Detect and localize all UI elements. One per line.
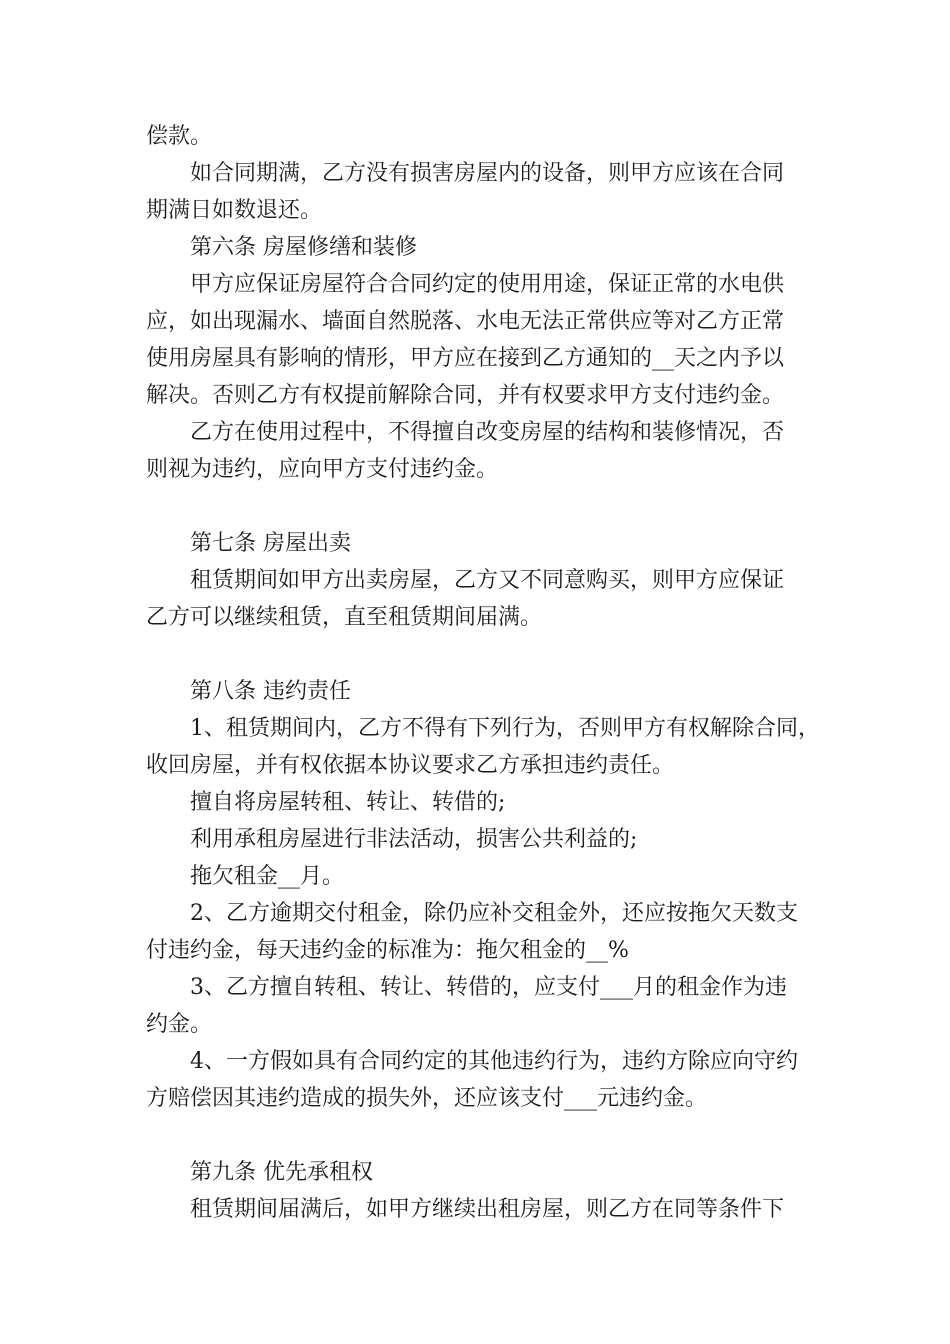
text-line: 应，如出现漏水、墙面自然脱落、水电无法正常供应等对乙方正常 xyxy=(146,309,785,334)
paragraph-gap xyxy=(146,1117,826,1154)
paragraph-gap xyxy=(146,488,826,525)
text-line: 利用承租房屋进行非法活动，损害公共利益的; xyxy=(190,827,638,852)
text-line: 租赁期间如甲方出卖房屋，乙方又不同意购买，则甲方应保证 xyxy=(190,568,785,593)
text-line: 解决。否则乙方有权提前解除合同，并有权要求甲方支付违约金。 xyxy=(146,383,785,408)
text-line: 甲方应保证房屋符合合同约定的使用用途，保证正常的水电供 xyxy=(190,272,785,297)
text-line: 第八条 违约责任 xyxy=(190,679,351,704)
text-line: 则视为违约，应向甲方支付违约金。 xyxy=(146,457,499,482)
text-line: 乙方在使用过程中，不得擅自改变房屋的结构和装修情况，否 xyxy=(190,420,785,445)
text-line: 期满日如数退还。 xyxy=(146,198,323,223)
text-line: 租赁期间届满后，如甲方继续出租房屋，则乙方在同等条件下 xyxy=(190,1197,785,1222)
text-line: 如合同期满，乙方没有损害房屋内的设备，则甲方应该在合同 xyxy=(190,161,785,186)
text-line: 收回房屋，并有权依据本协议要求乙方承担违约责任。 xyxy=(146,753,675,778)
text-line: 第九条 优先承租权 xyxy=(190,1160,373,1185)
text-line: 2、乙方逾期交付租金，除仍应补交租金外，还应按拖欠天数支 xyxy=(190,901,798,926)
text-line: 方赔偿因其违约造成的损失外，还应该支付___元违约金。 xyxy=(146,1086,708,1111)
text-line: 第六条 房屋修缮和装修 xyxy=(190,235,417,260)
text-line: 第七条 房屋出卖 xyxy=(190,531,351,556)
text-line: 擅自将房屋转租、转让、转借的; xyxy=(190,790,506,815)
text-line: 1、租赁期间内，乙方不得有下列行为，否则甲方有权解除合同， xyxy=(190,716,820,741)
text-line: 使用房屋具有影响的情形，甲方应在接到乙方通知的__天之内予以 xyxy=(146,346,785,371)
text-line: 约金。 xyxy=(146,1012,213,1037)
text-line: 偿款。 xyxy=(146,124,213,149)
paragraph-gap xyxy=(146,636,826,673)
document-body xyxy=(146,118,826,1228)
text-line: 乙方可以继续租赁，直至租赁期间届满。 xyxy=(146,605,543,630)
text-line: 3、乙方擅自转租、转让、转借的，应支付___月的租金作为违 xyxy=(190,975,787,1000)
text-line: 拖欠租金__月。 xyxy=(190,864,345,889)
text-line: 4、一方假如具有合同约定的其他违约行为，违约方除应向守约 xyxy=(190,1049,798,1074)
text-line: 付违约金，每天违约金的标准为：拖欠租金的__% xyxy=(146,938,629,963)
